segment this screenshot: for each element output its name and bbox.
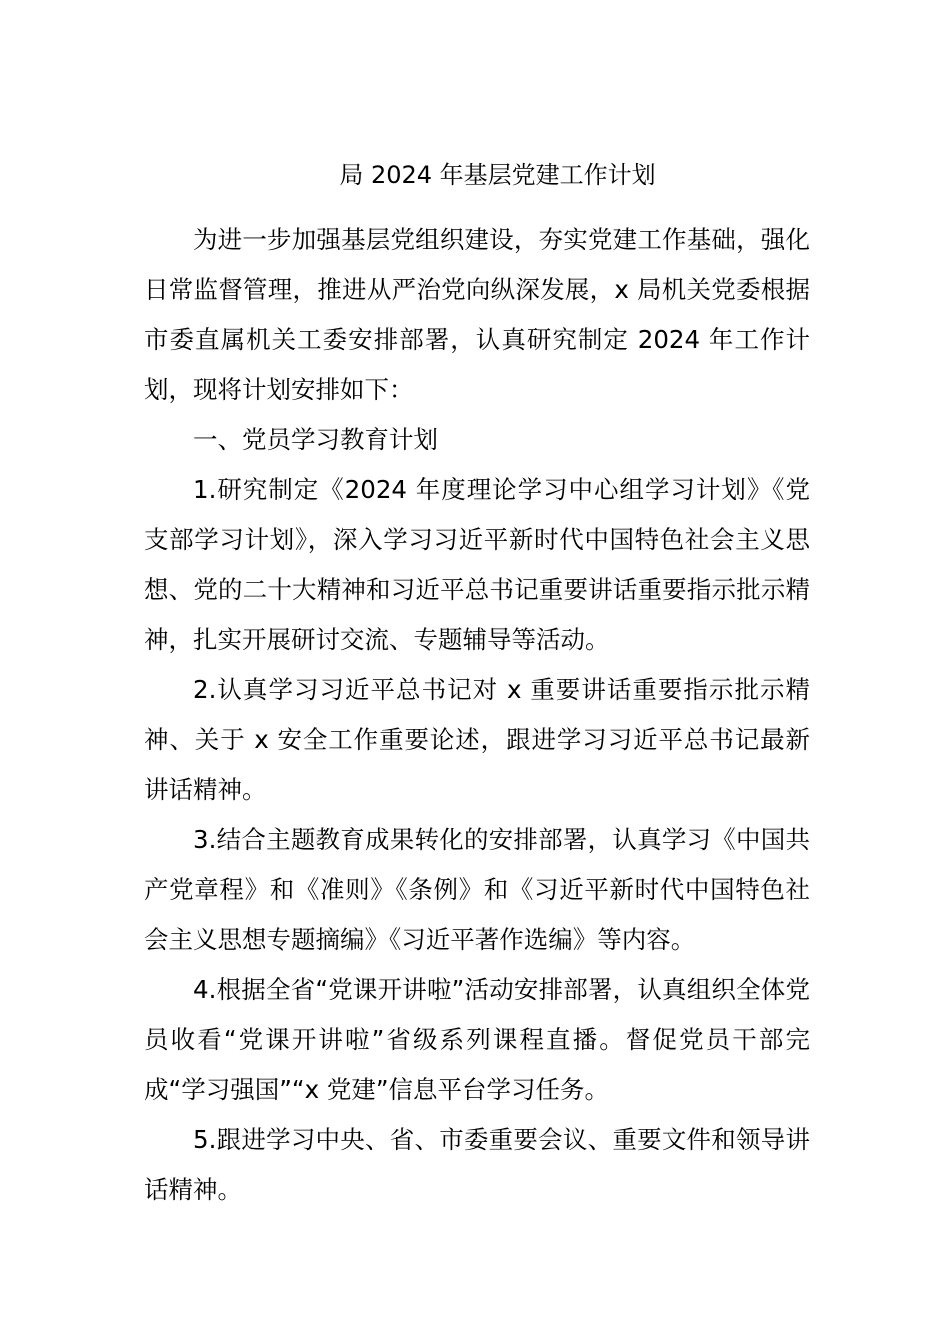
list-item-4: 4.根据全省“党课开讲啦”活动安排部署，认真组织全体党员收看“党课开讲啦”省级系列课程直播。督促党员干部完成“学习强国”“x 党建”信息平台学习任务。: [144, 975, 810, 1104]
list-item-3: 3.结合主题教育成果转化的安排部署，认真学习《中国共产党章程》和《准则》《条例》和《习近平新时代中国特色社会主义思想专题摘编》《习近平著作选编》等内容。: [144, 825, 810, 954]
section-heading: 一、党员学习教育计划: [193, 425, 438, 454]
document-body: [144, 215, 810, 1215]
list-item-2: 2.认真学习习近平总书记对 x 重要讲话重要指示批示精神、关于 x 安全工作重要论述，跟进学习习近平总书记最新讲话精神。: [144, 675, 810, 804]
list-item-1: 1.研究制定《2024 年度理论学习中心组学习计划》《党支部学习计划》，深入学习习近平新时代中国特色社会主义思想、党的二十大精神和习近平总书记重要讲话重要指示批示精神，扎实开展研讨交流、专题辅导等活动。: [144, 475, 810, 654]
intro-paragraph: 为进一步加强基层党组织建设，夯实党建工作基础，强化日常监督管理，推进从严治党向纵深发展，x 局机关党委根据市委直属机关工委安排部署，认真研究制定 2024 年工作计划，现将计划安排如下：: [144, 225, 810, 404]
document-title: 局 2024 年基层党建工作计划: [339, 161, 656, 189]
list-item-5: 5.跟进学习中央、省、市委重要会议、重要文件和领导讲话精神。: [144, 1125, 810, 1204]
